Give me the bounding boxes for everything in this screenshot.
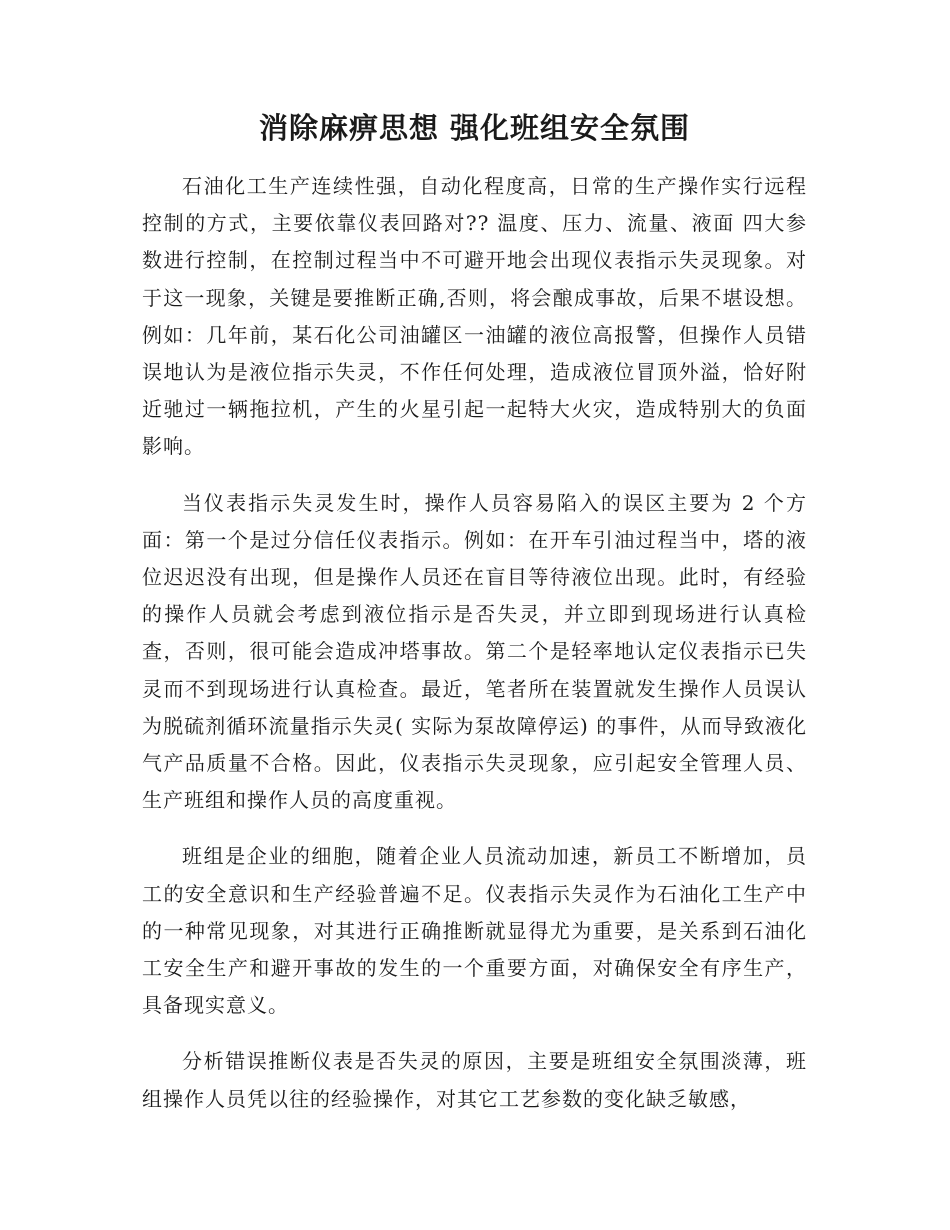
paragraph-3: 班组是企业的细胞，随着企业人员流动加速，新员工不断增加，员工的安全意识和生产经验普遍不足。仪表指示失灵作为石油化工生产中的一种常见现象，对其进行正确推断就显得尤为重要，是关系到石油化工安全生产和避开事故的发生的一个重要方面，对确保安全有序生产，具备现实意义。 <box>142 844 807 1018</box>
document-title: 消除麻痹思想 强化班组安全氛围 <box>258 111 691 145</box>
document-page <box>142 108 807 1137</box>
paragraph-2: 当仪表指示失灵发生时，操作人员容易陷入的误区主要为 2 个方面：第一个是过分信任仪表指示。例如：在开车引油过程当中，塔的液位迟迟没有出现，但是操作人员还在盲目等待液位出现。此时，有经验的操作人员就会考虑到液位指示是否失灵，并立即到现场进行认真检查，否则，很可能会造成冲塔事故。第二个是轻率地认定仪表指示已失灵而不到现场进行认真检查。最近，笔者所在装置就发生操作人员误认为脱硫剂循环流量指示失灵( 实际为泵故障停运) 的事件，从而导致液化气产品质量不合格。因此，仪表指示失灵现象，应引起安全管理人员、生产班组和操作人员的高度重视。 <box>142 490 807 813</box>
paragraph-4: 分析错误推断仪表是否失灵的原因，主要是班组安全氛围淡薄，班组操作人员凭以往的经验操作，对其它工艺参数的变化缺乏敏感， <box>142 1049 807 1111</box>
paragraph-1: 石油化工生产连续性强，自动化程度高，日常的生产操作实行远程控制的方式，主要依靠仪表回路对?? 温度、压力、流量、液面 四大参数进行控制，在控制过程当中不可避开地会出现仪表指示失灵现象。对于这一现象，关键是要推断正确,否则，将会酿成事故，后果不堪设想。例如：几年前，某石化公司油罐区一油罐的液位高报警，但操作人员错误地认为是液位指示失灵，不作任何处理，造成液位冒顶外溢，恰好附近驰过一辆拖拉机，产生的火星引起一起特大火灾，造成特别大的负面影响。 <box>142 174 807 459</box>
